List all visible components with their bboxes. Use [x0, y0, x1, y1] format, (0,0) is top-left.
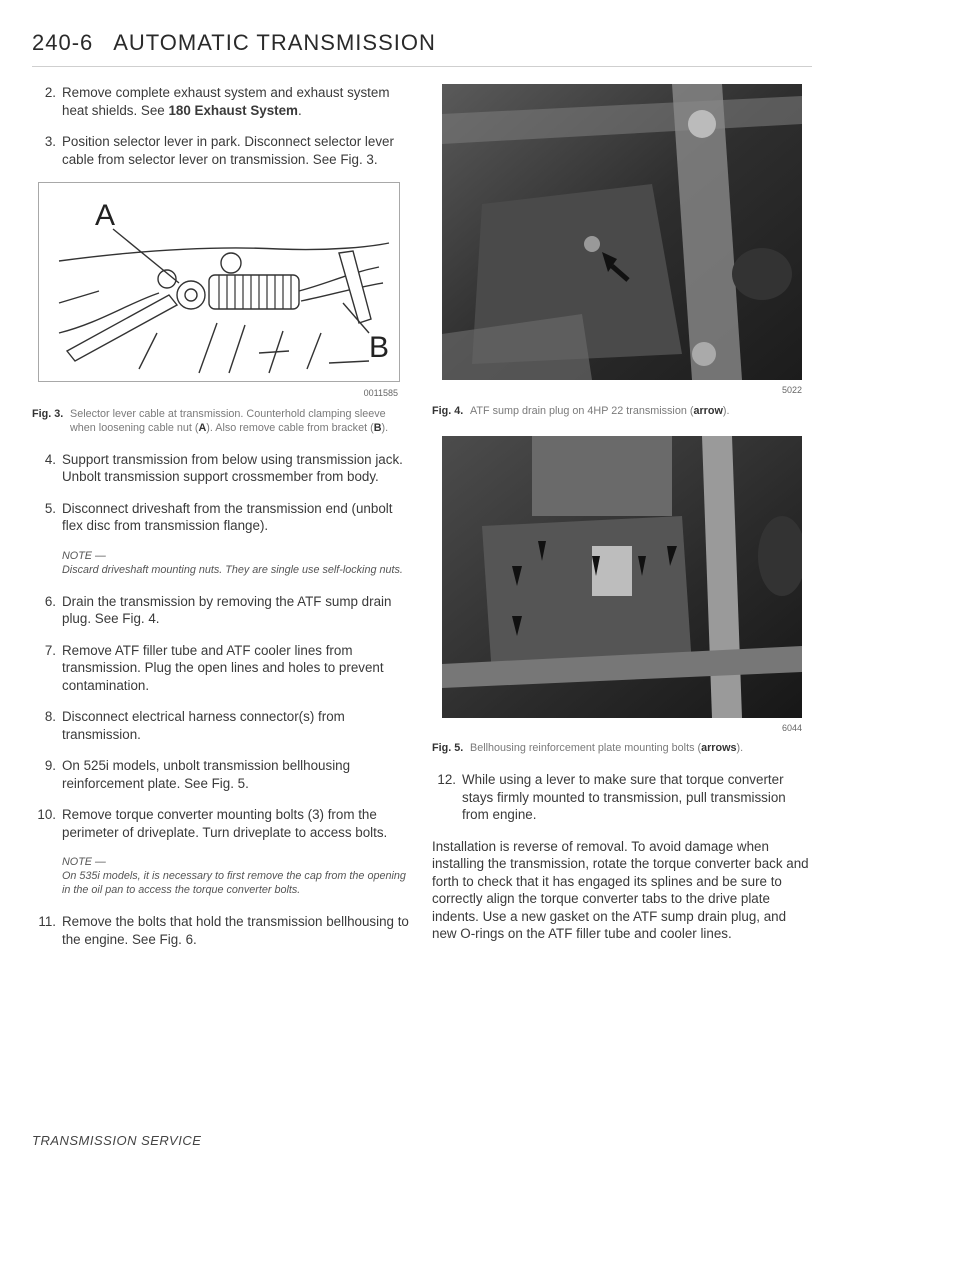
callout-b: B	[369, 331, 390, 364]
step-text: Position selector lever in park. Disconnect selector lever cable from selector lever on transmission. See Fig. 3.	[62, 134, 394, 167]
step-10	[32, 806, 412, 841]
figure-5-photo	[442, 436, 802, 718]
page-title: AUTOMATIC TRANSMISSION	[113, 30, 436, 55]
callout-a: A	[95, 199, 116, 232]
step-11	[32, 913, 412, 948]
step-text: Remove ATF filler tube and ATF cooler lines from transmission. Plug the open lines and holes to prevent contamination.	[62, 642, 384, 693]
figure-4-code: 5022	[781, 385, 802, 395]
caption-letter-b: B	[373, 421, 382, 434]
caption-part: ).	[722, 404, 730, 417]
figure-5-code: 6044	[781, 722, 802, 733]
caption-text	[70, 407, 412, 435]
step-tail: .	[297, 102, 302, 118]
step-text: Disconnect driveshaft from the transmission end (unbolt flex disc from transmission flange).	[62, 500, 393, 533]
step-number: 7.	[44, 642, 56, 658]
figure-3-caption	[32, 407, 412, 435]
step-7	[32, 642, 412, 695]
installation-paragraph: Installation is reverse of removal. To avoid damage when installing the transmission, rotate the torque converter back and forth to check that it has engaged its splines and be sure to correctly align the torque converter tabs to the drive plate indents. Use a new gasket on the ATF sump drain plug, and new O-rings on the ATF filler tube and cooler lines.	[432, 838, 809, 941]
caption-part: Bellhousing reinforcement plate mounting bolts (	[470, 742, 702, 754]
step-text: While using a lever to make sure that torque converter stays firmly mounted to transmission, pull transmission from engine.	[462, 772, 786, 822]
caption-text	[470, 404, 729, 418]
note-1	[62, 549, 412, 577]
step-9	[32, 757, 412, 792]
step-text: Remove the bolts that hold the transmission bellhousing to the engine. See Fig. 6.	[62, 914, 409, 947]
note-text: Discard driveshaft mounting nuts. They are single use self-locking nuts.	[62, 563, 403, 576]
figure-label: Fig. 3.	[32, 407, 64, 420]
note-2	[62, 855, 412, 897]
step-text: Support transmission from below using transmission jack. Unbolt transmission support crossmember from body.	[62, 451, 403, 484]
sump-drain-photo	[442, 84, 802, 380]
step-number: 11.	[38, 914, 56, 929]
step-text: Disconnect electrical harness connector(s) from transmission.	[62, 709, 345, 742]
step-number: 12.	[437, 772, 456, 787]
step-text: Drain the transmission by removing the ATF sump drain plug. See Fig. 4.	[62, 593, 392, 626]
caption-part: ). Also remove cable from bracket (	[206, 421, 374, 434]
step-number: 10.	[37, 807, 56, 822]
caption-part: ).	[381, 421, 389, 434]
note-label: NOTE —	[62, 549, 106, 562]
caption-bold: arrows	[701, 742, 737, 754]
step-text	[62, 84, 412, 119]
page-header	[32, 30, 812, 67]
figure-3-illustration	[38, 182, 400, 382]
page-number: 240-6	[32, 30, 94, 55]
caption-part: ATF sump drain plug on 4HP 22 transmission (	[470, 404, 694, 417]
step-number: 5.	[44, 500, 56, 516]
step-number: 4.	[44, 451, 56, 467]
caption-bold: arrow	[693, 404, 723, 417]
selector-cable-drawing	[39, 183, 399, 381]
caption-part: ).	[736, 742, 744, 754]
bellhousing-photo	[442, 436, 802, 718]
caption-part: Selector lever cable at transmission. Counterhold clamping sleeve when loosening cable nut (	[70, 407, 386, 434]
step-5	[32, 500, 412, 535]
note-text: On 535i models, it is necessary to first remove the cap from the opening in the oil pan to access the torque converter bolts.	[62, 870, 406, 896]
step-number: 3.	[44, 134, 56, 149]
step-number: 6.	[44, 593, 56, 609]
figure-3-code: 0011585	[363, 388, 398, 398]
figure-5-caption	[432, 741, 812, 755]
step-12	[432, 771, 812, 824]
step-text: On 525i models, unbolt transmission bellhousing reinforcement plate. See Fig. 5.	[62, 758, 351, 791]
figure-label: Fig. 5.	[432, 742, 464, 754]
figure-4-photo	[442, 84, 802, 380]
note-label: NOTE —	[62, 856, 106, 868]
caption-text	[470, 741, 743, 755]
step-4	[32, 451, 412, 486]
step-number: 8.	[44, 709, 56, 724]
caption-letter-a: A	[198, 421, 207, 434]
step-8	[32, 708, 412, 743]
step-body: Remove complete exhaust system and exhaust system heat shields. See	[62, 85, 390, 118]
cross-reference-link[interactable]: 180 Exhaust System	[168, 102, 298, 118]
right-column	[432, 84, 812, 943]
figure-4-caption	[432, 404, 812, 418]
step-text: Remove torque converter mounting bolts (3) from the perimeter of driveplate. Turn driveplate to access bolts.	[62, 807, 388, 840]
figure-label: Fig. 4.	[432, 404, 464, 417]
page-footer: TRANSMISSION SERVICE	[32, 1133, 202, 1148]
step-number: 9.	[44, 758, 56, 773]
step-number: 2.	[44, 85, 56, 100]
step-6	[32, 593, 412, 628]
step-3	[32, 133, 412, 168]
step-2	[32, 84, 412, 119]
left-column	[32, 84, 412, 962]
